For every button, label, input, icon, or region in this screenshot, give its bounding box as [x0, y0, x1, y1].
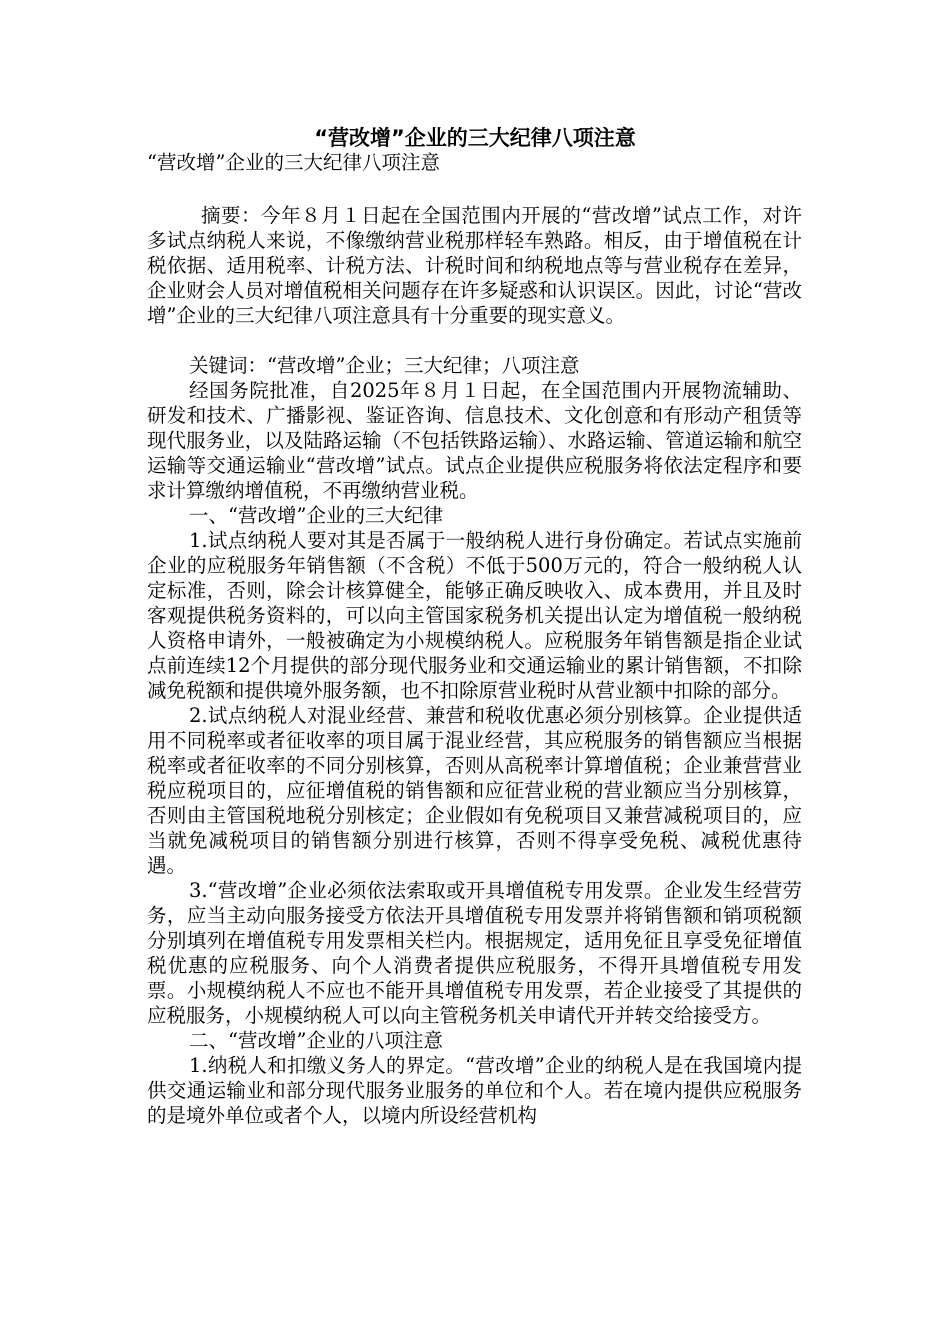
spacer [147, 328, 802, 353]
discipline-paragraph-3: 3.“营改增”企业必须依法索取或开具增值税专用发票。企业发生经营劳务，应当主动向服务接受方依法开具增值税专用发票并将销售额和销项税额分别填列在增值税专用发票相关栏内。根据规定，适用免征且享受免征增值税优惠的应税服务、向个人消费者提供应税服务，不得开具增值税专用发票。小规模纳税人不应也不能开具增值税专用发票，若企业接受了其提供的应税服务，小规模纳税人可以向主管税务机关申请代开并转交给接受方。 [147, 879, 802, 1027]
discipline-paragraph-2: 2.试点纳税人对混业经营、兼营和税收优惠必须分别核算。企业提供适用不同税率或者征收率的项目属于混业经营，其应税服务的销售额应当根据税率或者征收率的不同分别核算，否则从高税率计算增值税；企业兼营营业税应税项目的，应征增值税的销售额和应征营业税的营业额应当分别核算，否则由主管国税地税分别核定；企业假如有免税项目又兼营减税项目的，应当就免减税项目的销售额分别进行核算，否则不得享受免税、减税优惠待遇。 [147, 704, 802, 877]
section-heading-notes: 二、“营改增”企业的八项注意 [189, 1029, 443, 1052]
note-paragraph-1: 1.纳税人和扣缴义务人的界定。“营改增”企业的纳税人是在我国境内提供交通运输业和部分现代服务业服务的单位和个人。若在境内提供应税服务的是境外单位或者个人，以境内所设经营机构 [147, 1054, 802, 1127]
document-subtitle: “营改增”企业的三大纪律八项注意 [147, 151, 440, 174]
discipline-paragraph-1: 1.试点纳税人要对其是否属于一般纳税人进行身份确定。若试点实施前企业的应税服务年销售额（不含税）不低于500万元的，符合一般纳税人认定标准，否则，除会计核算健全，能够正确反映收入、成本费用，并且及时客观提供税务资料的，可以向主管国家税务机关提出认定为增值税一般纳税人资格申请外，一般被确定为小规模纳税人。应税服务年销售额是指企业试点前连续12个月提供的部分现代服务业和交通运输业的累计销售额，不扣除减免税额和提供境外服务额，也不扣除原营业税时从营业额中扣除的部分。 [147, 529, 802, 702]
document-title: “营改增”企业的三大纪律八项注意 [314, 126, 636, 150]
section-heading-disciplines: 一、“营改增”企业的三大纪律 [189, 504, 443, 527]
intro-paragraph: 经国务院批准，自2025年８月１日起，在全国范围内开展物流辅助、研发和技术、广播影视、鉴证咨询、信息技术、文化创意和有形动产租赁等现代服务业，以及陆路运输（不包括铁路运输）、水路运输、管道运输和航空运输等交通运输业“营改增”试点。试点企业提供应税服务将依法定程序和要求计算缴纳增值税，不再缴纳营业税。 [147, 379, 802, 502]
abstract-paragraph: 摘要：今年８月１日起在全国范围内开展的“营改增”试点工作，对许多试点纳税人来说，不像缴纳营业税那样轻车熟路。相反，由于增值税在计税依据、适用税率、计税方法、计税时间和纳税地点等与营业税存在差异，企业财会人员对增值税相关问题存在许多疑惑和认识误区。因此，讨论“营改增”企业的三大纪律八项注意具有十分重要的现实意义。 [147, 204, 802, 327]
document-body [147, 150, 802, 1128]
spacer [147, 175, 802, 203]
keywords-line: 关键词：“营改增”企业；三大纪律；八项注意 [189, 354, 580, 377]
